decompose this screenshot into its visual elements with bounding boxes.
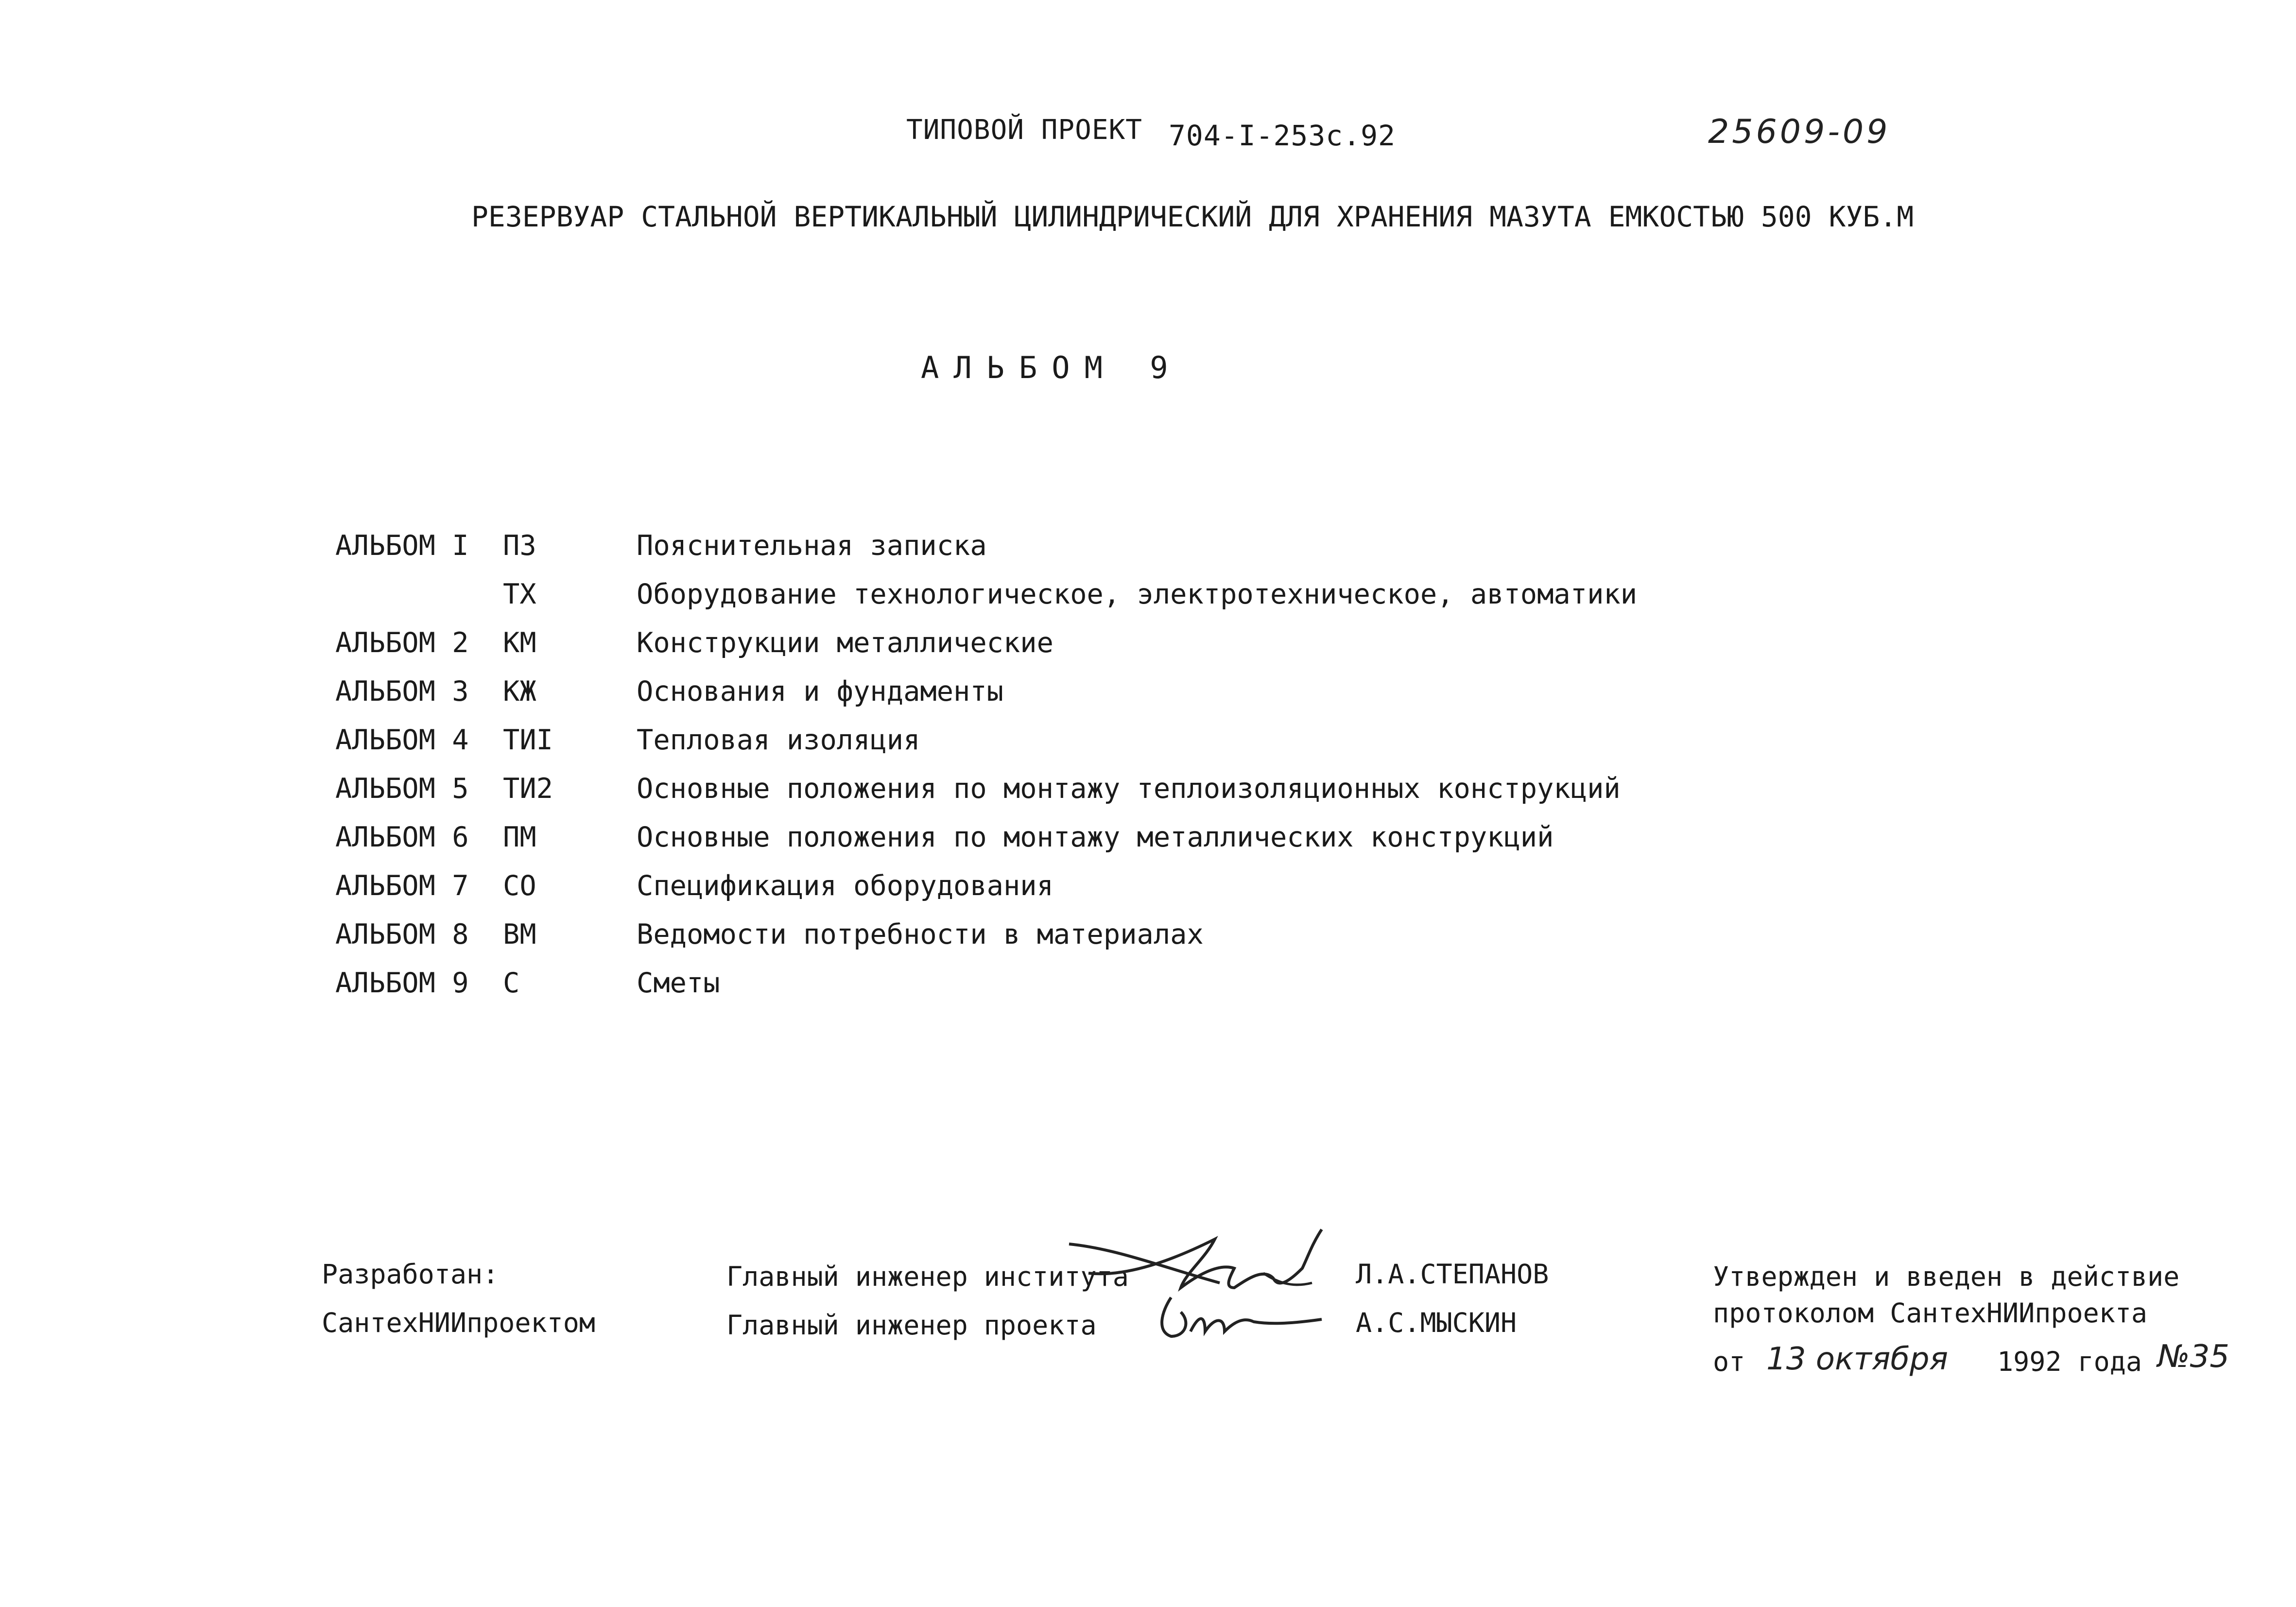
- protocol-number: №35: [2158, 1339, 2229, 1375]
- album-code: ПЗ: [503, 530, 536, 562]
- list-item: [0, 870, 2296, 918]
- album-code: КЖ: [503, 675, 536, 708]
- type-project-label: ТИПОВОЙ ПРОЕКТ: [906, 114, 1143, 146]
- document-title: РЕЗЕРВУАР СТАЛЬНОЙ ВЕРТИКАЛЬНЫЙ ЦИЛИНДРИЧЕСКИЙ ДЛЯ ХРАНЕНИЯ МАЗУТА ЕМКОСТЬЮ 500 КУБ.М: [471, 200, 1914, 233]
- album-number: АЛЬБОМ 3: [335, 675, 469, 708]
- album-number: АЛЬБОМ 2: [335, 627, 469, 659]
- approval-date: 13 октября: [1766, 1341, 1948, 1377]
- album-code: СО: [503, 870, 536, 902]
- album-name: Ведомости потребности в материалах: [637, 918, 1204, 950]
- year-label: 1992 года: [1997, 1346, 2142, 1377]
- approval-line-2: протоколом СантехНИИпроекта: [1713, 1297, 2148, 1329]
- album-code: С: [503, 967, 520, 999]
- album-number: АЛЬБОМ I: [335, 530, 469, 562]
- album-name: Сметы: [637, 967, 720, 999]
- album-number: АЛЬБОМ 6: [335, 821, 469, 853]
- engineer-name-1: Л.А.СТЕПАНОВ: [1356, 1259, 1549, 1290]
- from-label: от: [1713, 1346, 1745, 1377]
- album-name: Спецификация оборудования: [637, 870, 1053, 902]
- album-number: АЛЬБОМ 8: [335, 918, 469, 950]
- chief-engineer-institute-label: Главный инженер института: [726, 1261, 1129, 1292]
- album-heading: АЛЬБОМ 9: [921, 350, 1183, 385]
- album-name: Тепловая изоляция: [637, 724, 920, 756]
- album-number: АЛЬБОМ 4: [335, 724, 469, 756]
- developer-name: СантехНИИпроектом: [322, 1307, 595, 1338]
- list-item: [0, 675, 2296, 724]
- album-name: Пояснительная записка: [637, 530, 987, 562]
- list-item: [0, 773, 2296, 821]
- album-name: Оборудование технологическое, электротехническое, автоматики: [637, 578, 1638, 610]
- album-code: ТИI: [503, 724, 553, 756]
- album-name: Конструкции металлические: [637, 627, 1053, 659]
- list-item: [0, 967, 2296, 1016]
- developed-label: Разработан:: [322, 1259, 499, 1290]
- approval-line-1: Утвержден и введен в действие: [1713, 1261, 2180, 1292]
- list-item: [0, 627, 2296, 675]
- album-number: АЛЬБОМ 5: [335, 773, 469, 805]
- list-item: [0, 821, 2296, 870]
- list-item: [0, 918, 2296, 967]
- album-code: КМ: [503, 627, 536, 659]
- album-code: ТХ: [503, 578, 536, 610]
- album-name: Основные положения по монтажу металлических конструкций: [637, 821, 1554, 853]
- album-code: ПМ: [503, 821, 536, 853]
- document-number: 25609-09: [1708, 113, 1891, 151]
- signature-graphic: [1059, 1215, 1341, 1361]
- list-item: [0, 724, 2296, 773]
- engineer-name-2: А.С.МЫСКИН: [1356, 1307, 1517, 1338]
- album-code: ВМ: [503, 918, 536, 950]
- album-code: ТИ2: [503, 773, 553, 805]
- list-item: [0, 530, 2296, 578]
- album-name: Основания и фундаменты: [637, 675, 1003, 708]
- album-number: АЛЬБОМ 9: [335, 967, 469, 999]
- album-number: АЛЬБОМ 7: [335, 870, 469, 902]
- chief-engineer-project-label: Главный инженер проекта: [726, 1310, 1097, 1341]
- album-name: Основные положения по монтажу теплоизоляционных конструкций: [637, 773, 1621, 805]
- project-code: 704-I-253с.92: [1169, 119, 1396, 152]
- list-item: [0, 578, 2296, 627]
